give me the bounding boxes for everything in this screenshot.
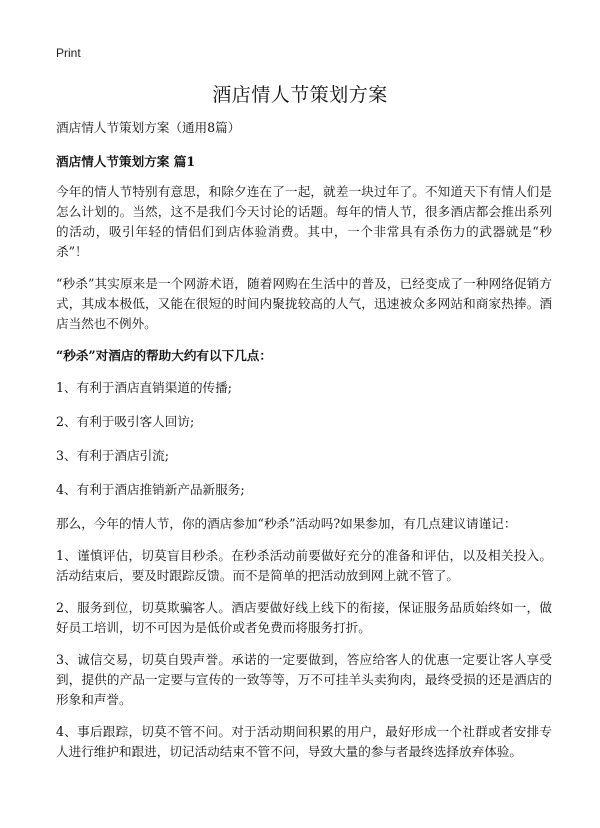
benefits-heading: “秒杀”对酒店的帮助大约有以下几点： xyxy=(56,348,272,363)
miaosha-paragraph: “秒杀”其实原来是一个网游术语，随着网购在生活中的普及，已经变成了一种网络促销方式，其成本极低，又能在很短的时间内聚拢较高的人气，迅速被众多网站和商家热捧。酒店当然也不例外。 xyxy=(56,276,552,331)
benefit-item: 3、有利于酒店引流; xyxy=(56,448,170,463)
suggestion-item: 1、谨慎评估，切莫盲目秒杀。在秒杀活动前要做好充分的准备和评估，以及相关投入。活动结束后，要及时跟踪反馈。而不是简单的把活动放到网上就不管了。 xyxy=(56,548,552,583)
section-heading: 酒店情人节策划方案 篇1 xyxy=(56,154,196,169)
benefit-item: 1、有利于酒店直销渠道的传播; xyxy=(56,380,232,395)
question-paragraph: 那么，今年的情人节，你的酒店参加“秒杀”活动吗?如果参加，有几点建议请谨记： xyxy=(56,516,517,531)
print-link[interactable]: Print xyxy=(56,46,81,60)
suggestion-item: 4、事后跟踪，切莫不管不问。对于活动期间积累的用户，最好形成一个社群或者安排专人进行维护和跟进，切记活动结束不管不问，导致大量的参与者最终选择放弃体验。 xyxy=(56,724,552,759)
suggestion-item: 3、诚信交易，切莫自毁声誉。承诺的一定要做到，答应给客人的优惠一定要让客人享受到，提供的产品一定要与宣传的一致等等，万不可挂羊头卖狗肉，最终受损的还是酒店的形象和声誉。 xyxy=(56,652,552,707)
benefit-item: 2、有利于吸引客人回访; xyxy=(56,414,195,429)
intro-paragraph: 今年的情人节特别有意思，和除夕连在了一起，就差一块过年了。不知道天下有情人们是怎么计划的。当然，这不是我们今天讨论的话题。每年的情人节，很多酒店都会推出系列的活动，吸引年轻的情侣们到店体验消费。其中，一个非常具有杀伤力的武器就是“秒杀”！ xyxy=(56,184,552,259)
document-subtitle: 酒店情人节策划方案（通用8篇） xyxy=(56,120,241,135)
suggestion-item: 2、服务到位，切莫欺骗客人。酒店要做好线上线下的衔接，保证服务品质始终如一，做好员工培训，切不可因为是低价或者免费而将服务打折。 xyxy=(56,600,552,635)
document-title: 酒店情人节策划方案 xyxy=(212,84,388,106)
benefit-item: 4、有利于酒店推销新产品新服务; xyxy=(56,482,245,497)
document-body xyxy=(56,118,552,774)
